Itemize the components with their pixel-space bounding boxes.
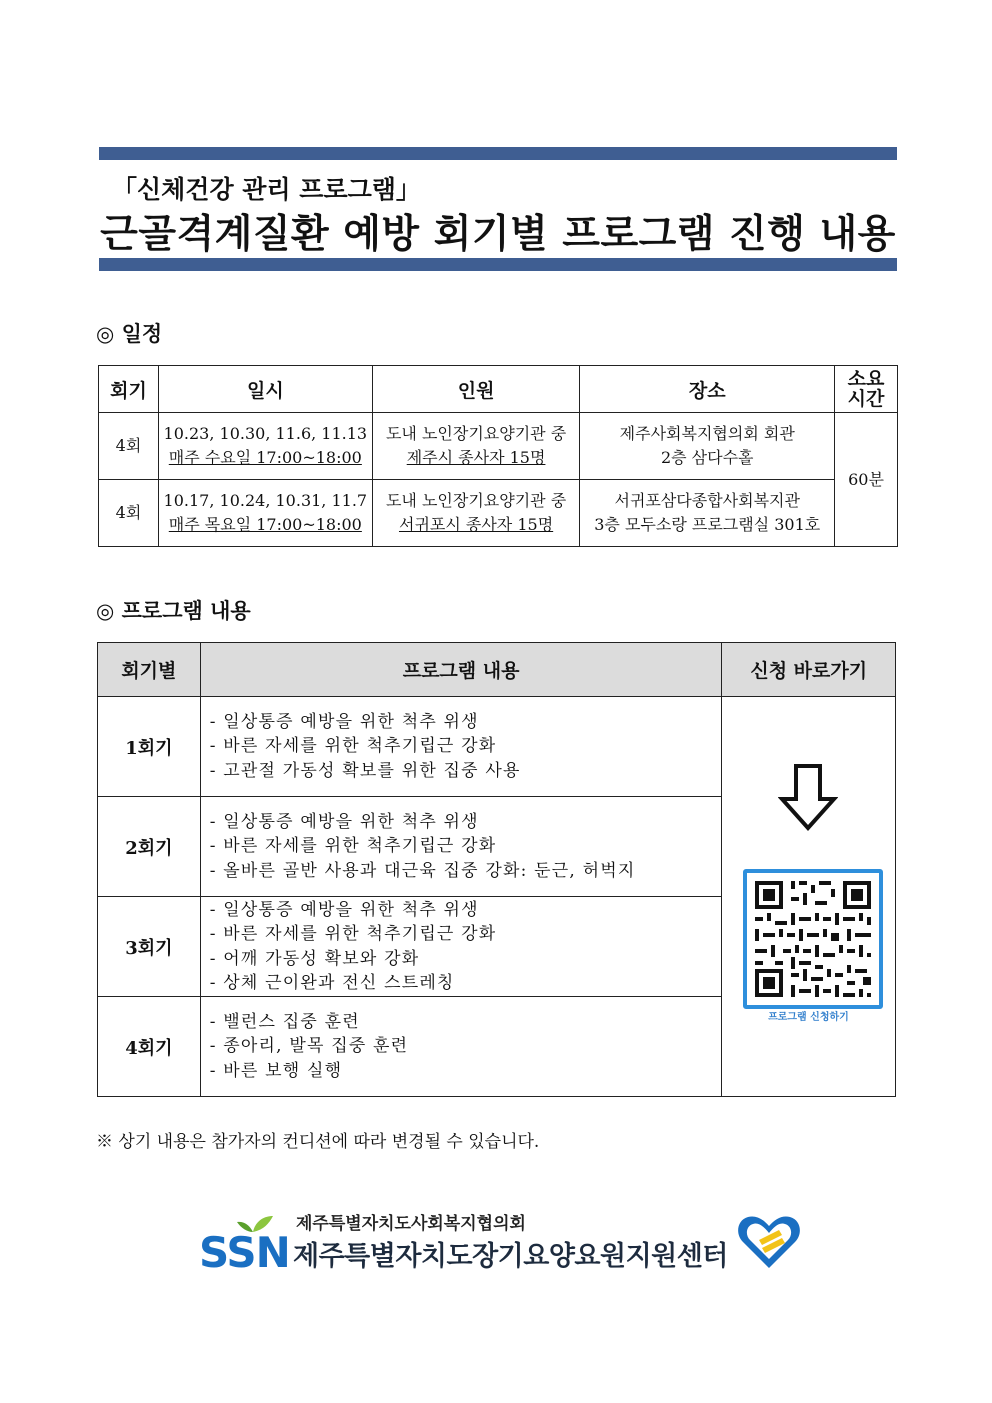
people-cell: 도내 노인장기요양기관 중 제주시 종사자 15명 xyxy=(372,413,580,480)
header-bar-bottom xyxy=(99,258,897,271)
place-cell: 제주사회복지협의회 회관 2층 삼다수홀 xyxy=(580,413,835,480)
round-cell: 4회 xyxy=(99,480,159,547)
doc-subtitle: 「신체건강 관리 프로그램」 xyxy=(112,175,421,204)
doc-title: 근골격계질환 예방 회기별 프로그램 진행 내용 xyxy=(100,212,896,257)
content-cell: - 밸런스 집중 훈련 - 종아리, 발목 집중 훈련 - 바른 보행 실행 xyxy=(200,997,722,1097)
round-cell: 4회 xyxy=(99,413,159,480)
col-people: 인원 xyxy=(372,366,580,413)
org-name-small: 제주특별자치도사회복지협의회 xyxy=(296,1214,526,1234)
qr-label[interactable]: 프로그램 신청하기 xyxy=(768,1012,849,1023)
table-row xyxy=(98,697,896,797)
table-row xyxy=(99,413,898,480)
org-name-large: 제주특별자치도장기요양요원지원센터 xyxy=(293,1241,728,1272)
col-datetime: 일시 xyxy=(158,366,372,413)
datetime-cell: 10.23, 10.30, 11.6, 11.13 매주 수요일 17:00~18:00 xyxy=(158,413,372,480)
schedule-header-row xyxy=(99,366,898,413)
col-duration: 소요 시간 xyxy=(835,366,898,413)
notice-text: ※ 상기 내용은 참가자의 컨디션에 따라 변경될 수 있습니다. xyxy=(96,1132,540,1152)
header-bar-top xyxy=(99,147,897,160)
ssn-logo: SSN xyxy=(199,1228,290,1277)
program-heading: ◎ 프로그램 내용 xyxy=(96,598,251,623)
heart-logo-icon xyxy=(735,1212,803,1272)
round-cell: 1회기 xyxy=(98,697,201,797)
col-content: 프로그램 내용 xyxy=(200,643,722,697)
apply-cell xyxy=(722,697,896,1097)
program-header-row xyxy=(98,643,896,697)
content-cell: - 일상통증 예방을 위한 척추 위생 - 바른 자세를 위한 척추기립근 강화 - 올바른 골반 사용과 대근육 집중 강화: 둔근, 허벅지 xyxy=(200,797,722,897)
round-cell: 3회기 xyxy=(98,897,201,997)
round-cell: 4회기 xyxy=(98,997,201,1097)
place-cell: 서귀포삼다종합사회복지관 3층 모두소랑 프로그램실 301호 xyxy=(580,480,835,547)
qr-code-icon xyxy=(747,873,879,1005)
datetime-cell: 10.17, 10.24, 10.31, 11.7 매주 목요일 17:00~18:00 xyxy=(158,480,372,547)
content-cell: - 일상통증 예방을 위한 척추 위생 - 바른 자세를 위한 척추기립근 강화 - 어깨 가동성 확보와 강화 - 상체 근이완과 전신 스트레칭 xyxy=(200,897,722,997)
people-cell: 도내 노인장기요양기관 중 서귀포시 종사자 15명 xyxy=(372,480,580,547)
col-round: 회기 xyxy=(99,366,159,413)
schedule-table xyxy=(98,365,898,547)
round-cell: 2회기 xyxy=(98,797,201,897)
col-apply: 신청 바로가기 xyxy=(722,643,896,697)
arrow-down-icon xyxy=(778,763,838,831)
qr-code[interactable] xyxy=(743,869,883,1009)
table-row xyxy=(99,480,898,547)
col-place: 장소 xyxy=(580,366,835,413)
content-cell: - 일상통증 예방을 위한 척추 위생 - 바른 자세를 위한 척추기립근 강화 - 고관절 가동성 확보를 위한 집중 사용 xyxy=(200,697,722,797)
duration-cell: 60분 xyxy=(835,413,898,547)
col-round: 회기별 xyxy=(98,643,201,697)
program-table xyxy=(97,642,896,1097)
schedule-heading: ◎ 일정 xyxy=(96,321,163,346)
